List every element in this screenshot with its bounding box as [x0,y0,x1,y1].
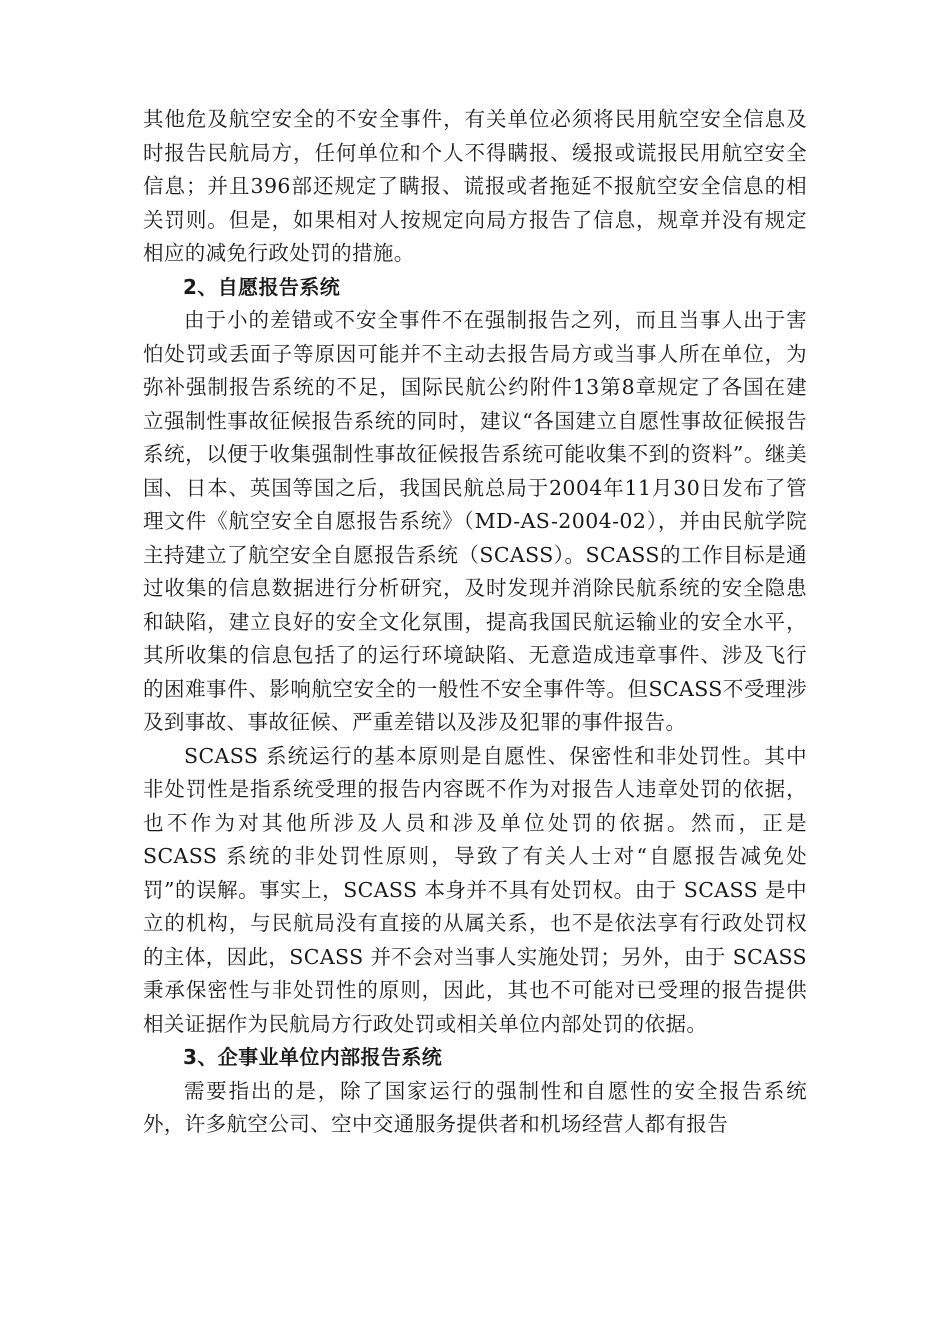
section-heading-internal-reporting: 3、企事业单位内部报告系统 [183,1045,443,1069]
section-heading-voluntary-reporting: 2、自愿报告系统 [183,274,341,299]
paragraph-scass-principles: SCASS 系统运行的基本原则是自愿性、保密性和非处罚性。其中非处罚性是指系统受理的报告内容既不作为对报告人违章处罚的依据，也不作为对其他所涉及人员和涉及单位处罚的依据。然而，正是 SCASS 系统的非处罚性原则，导致了有关人士对“自愿报告减免处罚”的误解。事实上，SCASS 本身并不具有处罚权。由于 SCASS 是中立的机构，与民航局没有直接的从属关系，也不是依法享有行政处罚权的主体，因此，SCASS 并不会对当事人实施处罚；另外，由于 SCASS 秉承保密性与非处罚性的原则，因此，其也不可能对已受理的报告提供相关证据作为民航局方行政处罚或相关单位内部处罚的依据。 [143,743,807,1036]
paragraph-voluntary-reporting: 由于小的差错或不安全事件不在强制报告之列，而且当事人出于害怕处罚或丢面子等原因可能并不主动去报告局方或当事人所在单位，为弥补强制报告系统的不足，国际民航公约附件13第8章规定了各国在建立强制性事故征候报告系统的同时，建议“各国建立自愿性事故征候报告系统，以便于收集强制性事故征候报告系统可能收集不到的资料”。继美国、日本、英国等国之后，我国民航总局于2004年11月30日发布了管理文件《航空安全自愿报告系统》（MD-AS-2004-02），并由民航学院主持建立了航空安全自愿报告系统（SCASS）。SCASS的工作目标是通过收集的信息数据进行分析研究，及时发现并消除民航系统的安全隐患和缺陷，建立良好的安全文化氛围，提高我国民航运输业的安全水平，其所收集的信息包括了的运行环境缺陷、无意造成违章事件、涉及飞行的困难事件、影响航空安全的一般性不安全事件等。但SCASS不受理涉及到事故、事故征候、严重差错以及涉及犯罪的事件报告。 [143,308,807,734]
paragraph-mandatory-reporting-end: 其他危及航空安全的不安全事件，有关单位必须将民用航空安全信息及时报告民航局方，任何单位和个人不得瞒报、缓报或谎报民用航空安全信息；并且396部还规定了瞒报、谎报或者拖延不报航空安全信息的相关罚则。但是，如果相对人按规定向局方报告了信息，规章并没有规定相应的减免行政处罚的措施。 [143,107,807,265]
paragraph-internal-reporting: 需要指出的是，除了国家运行的强制性和自愿性的安全报告系统外，许多航空公司、空中交通服务提供者和机场经营人都有报告 [143,1078,807,1136]
document-page [143,103,807,1142]
